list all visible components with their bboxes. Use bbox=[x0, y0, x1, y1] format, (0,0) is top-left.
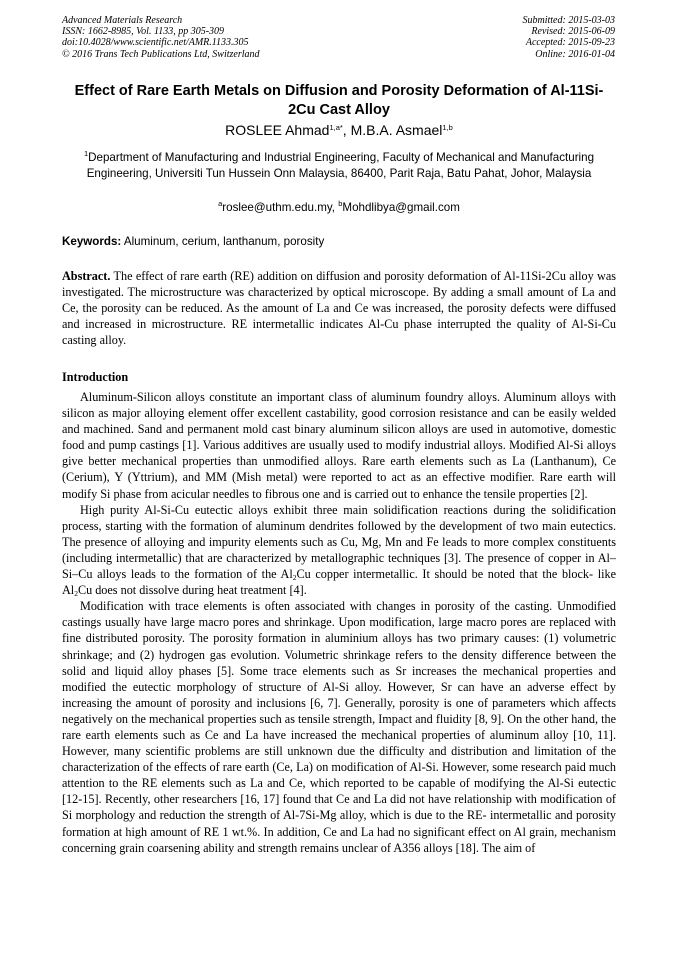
intro-p2-text-b: Cu copper intermetallic. It should be noted that the block- like Al bbox=[62, 567, 616, 598]
keywords bbox=[62, 234, 616, 249]
date-submitted: Submitted: 2015-03-03 bbox=[522, 15, 615, 26]
intro-paragraph-2 bbox=[62, 502, 616, 599]
dates-header bbox=[523, 15, 616, 60]
email-a-sup: a bbox=[218, 199, 223, 208]
intro-paragraph-3: Modification with trace elements is often associated with changes in porosity of the casting. Unmodified castings usually have large macro pores and shrinkage. Upon modification, large macro pores are replaced with fine distributed porosity. The porosity formation in aluminium alloys has two primary causes: (1) volumetric shrinkage; and (2) hydrogen gas evolution. Volumetric shrinkage refers to the density difference between the solid and liquid alloy phases [5]. Some trace elements such as Sr increases the mechanical properties and modified the eutectic morphology of structure of Al-Si alloy. However, Sr can have an adverse effect by increasing the amount of porosity and inclusions [6, 7]. Generally, porosity is one of parameters which affects negatively on the mechanical properties such as tensile strength, Impact and fluidity [8, 9]. On the other hand, the rare earth elements such as Ce and La have increased the mechanical properties of aluminum alloy [10, 11]. However, many scientific problems are still unknown due the difficulty and distribution and limitation of the characterization of the effects of rare earth (Ce, La) on modification of Al-Si. However, some research paid much attention to the RE elements such as La and Ce, which reported to be capable of modifying the Al-Si eutectic [12-15]. Recently, other researchers [16, 17] found that Ce and La did not have relationship with modification of Si morphology and reduction the strength of Al-7Si-Mg alloy, which is due to the RE- intermetallic and porosity formation at high amount of RE 1 wt.%. In addition, Ce and La had no significant effect on Al grain, mechanism concerning grain coarsening ability and strength remains unclear of A356 alloys [18]. The aim of bbox=[62, 599, 616, 855]
email-line bbox=[62, 200, 616, 215]
author-2-sup: 1,b bbox=[442, 123, 453, 132]
journal-doi: doi:10.4028/www.scientific.net/AMR.1133.305 bbox=[62, 37, 249, 49]
date-revised: Revised: 2015-06-09 bbox=[531, 26, 615, 38]
author-1: ROSLEE Ahmad bbox=[225, 122, 330, 138]
journal-issn: ISSN: 1662-8985, Vol. 1133, pp 305-309 bbox=[62, 26, 225, 38]
affiliation-text: Department of Manufacturing and Industrial Engineering, Faculty of Mechanical and Manufacturing Engineering, Universiti Tun Hussein Onn Malaysia, 86400, Parit Raja, Batu Pahat, Johor, Malaysia bbox=[86, 151, 595, 180]
abstract-text: The effect of rare earth (RE) addition on diffusion and porosity deformation of Al-11Si-2Cu alloy was investigated. The microstructure was characterized by optical microscope. By adding a small amount of La and Ce, the porosity can be reduced. As the amount of La and Ce was increased, the porosity defects were diffused and increased in microstructure. RE intermetallic indicates Al-Cu phase interrupted the quality of Al-Si-Cu casting alloy. bbox=[62, 269, 616, 348]
section-heading-introduction: Introduction bbox=[62, 370, 129, 384]
introduction-body bbox=[62, 389, 616, 856]
intro-p2-sub-2: 2 bbox=[74, 589, 78, 599]
date-online: Online: 2016-01-04 bbox=[535, 48, 615, 60]
abstract-label: Abstract. bbox=[62, 269, 111, 283]
intro-p2-text-c: Cu does not dissolve during heat treatment [4]. bbox=[77, 583, 307, 598]
author-separator: , bbox=[342, 122, 351, 138]
email-b-sup: b bbox=[338, 199, 343, 208]
intro-p2-sub-1: 2 bbox=[292, 573, 297, 583]
email-a[interactable]: roslee@uthm.edu.my, bbox=[222, 201, 339, 214]
keywords-text: Aluminum, cerium, lanthanum, porosity bbox=[121, 235, 325, 248]
author-line bbox=[62, 121, 616, 139]
keywords-label: Keywords: bbox=[62, 235, 122, 248]
email-b[interactable]: Mohdlibya@gmail.com bbox=[342, 201, 460, 214]
journal-header bbox=[62, 15, 260, 60]
affiliation-sup: 1 bbox=[83, 149, 89, 158]
paper-title: Effect of Rare Earth Metals on Diffusion and Porosity Deformation of Al-11Si-2Cu Cast Alloy bbox=[74, 83, 604, 118]
intro-p2-text-a: High purity Al-Si-Cu eutectic alloys exhibit three main solidification reactions during the solidification process, starting with the formation of aluminum dendrites followed by the development of two main eutectics. The presence of alloying and impurity elements such as Cu, Mg, Mn and Fe leads to more complex constituents (including intermetallic) that are characterized by metallographic techniques [3]. The presence of copper in Al–Si–Cu alloys leads to the formation of the Al bbox=[62, 502, 616, 582]
journal-copyright: © 2016 Trans Tech Publications Ltd, Switzerland bbox=[62, 48, 260, 60]
date-accepted: Accepted: 2015-09-23 bbox=[525, 37, 615, 49]
author-2: M.B.A. Asmael bbox=[350, 122, 443, 138]
journal-name: Advanced Materials Research bbox=[62, 15, 183, 26]
abstract bbox=[62, 268, 616, 348]
intro-paragraph-1: Aluminum-Silicon alloys constitute an important class of aluminum foundry alloys. Aluminum alloys with silicon as major alloying element offer excellent castability, good corrosion resistance and can be easily welded and machined. Sand and permanent mold cast binary aluminum silicon alloys are used in automotive, domestic food and pump castings [1]. Various additives are usually used to modify industrial alloys. Modified Al-Si alloys give better mechanical properties than unmodified alloys. Rare earth elements such as La (Lanthanum), Ce (Cerium), Y (Yttrium), and MM (Mish metal) were reported to act as an effective modifier. Rare earth will modify Si phase from acicular needles to fibrous one and is carried out to enhance the tensile properties [2]. bbox=[62, 390, 616, 501]
affiliation bbox=[62, 150, 616, 181]
author-1-sup: 1,a* bbox=[329, 123, 343, 132]
